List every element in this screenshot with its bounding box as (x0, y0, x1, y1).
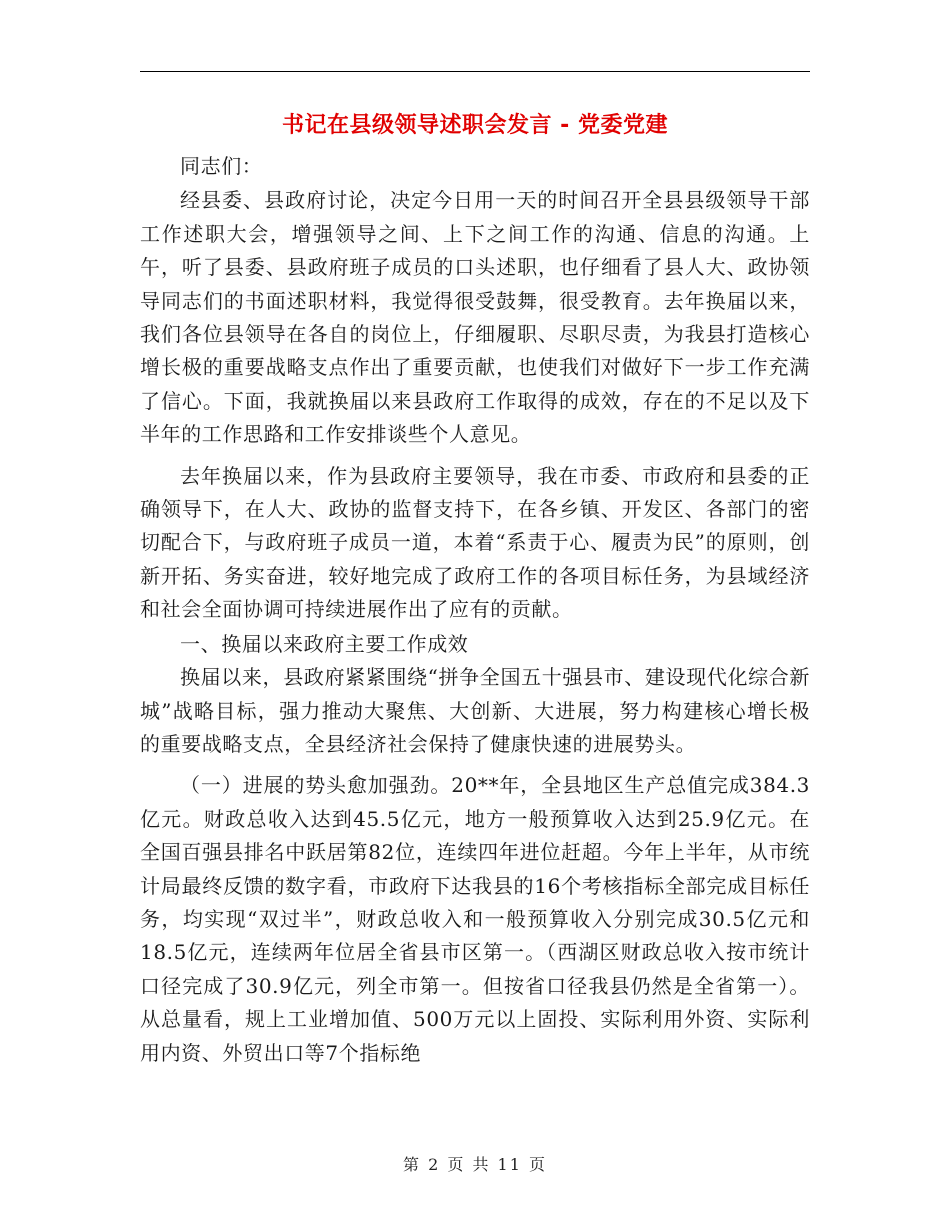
page-number: 第 2 页 共 11 页 (403, 1155, 547, 1174)
paragraph-overview: 换届以来，县政府紧紧围绕“拼争全国五十强县市、建设现代化综合新城”战略目标，强力推动大聚焦、大创新、大进展，努力构建核心增长极的重要战略支点，全县经济社会保持了健康快速的进展势头。 (140, 665, 810, 756)
document-body (140, 150, 810, 1070)
salutation: 同志们： (180, 154, 263, 178)
paragraph-leadership: 去年换届以来，作为县政府主要领导，我在市委、市政府和县委的正确领导下，在人大、政协的监督支持下，在各乡镇、开发区、各部门的密切配合下，与政府班子成员一道，本着“系责于心、履责为民”的原则，创新开拓、务实奋进，较好地完成了政府工作的各项目标任务，为县域经济和社会全面协调可持续进展作出了应有的贡献。 (140, 463, 810, 622)
paragraph-momentum: （一）进展的势头愈加强劲。20**年，全县地区生产总值完成384.3亿元。财政总收入达到45.5亿元，地方一般预算收入达到25.9亿元。在全国百强县排名中跃居第82位，连续四年进位赶超。今年上半年，从市统计局最终反馈的数字看，市政府下达我县的16个考核指标全部完成目标任务，均实现“双过半”，财政总收入和一般预算收入分别完成30.5亿元和18.5亿元，连续两年位居全省县市区第一。（西湖区财政总收入按市统计口径完成了30.9亿元，列全市第一。但按省口径我县仍然是全省第一）。从总量看，规上工业增加值、500万元以上固投、实际利用外资、实际利用内资、外贸出口等7个指标绝 (140, 773, 810, 1065)
paragraph-intro: 经县委、县政府讨论，决定今日用一天的时间召开全县县级领导干部工作述职大会，增强领导之间、上下之间工作的沟通、信息的沟通。上午，听了县委、县政府班子成员的口头述职，也仔细看了县人大、政协领导同志们的书面述职材料，我觉得很受鼓舞，很受教育。去年换届以来，我们各位县领导在各自的岗位上，仔细履职、尽职尽责，为我县打造核心增长极的重要战略支点作出了重要贡献，也使我们对做好下一步工作充满了信心。下面，我就换届以来县政府工作取得的成效，存在的不足以及下半年的工作思路和工作安排谈些个人意见。 (140, 188, 810, 447)
document-title: 书记在县级领导述职会发言 - 党委党建 (282, 113, 668, 138)
section-heading-1: 一、换届以来政府主要工作成效 (180, 631, 469, 656)
header-rule (140, 71, 810, 72)
